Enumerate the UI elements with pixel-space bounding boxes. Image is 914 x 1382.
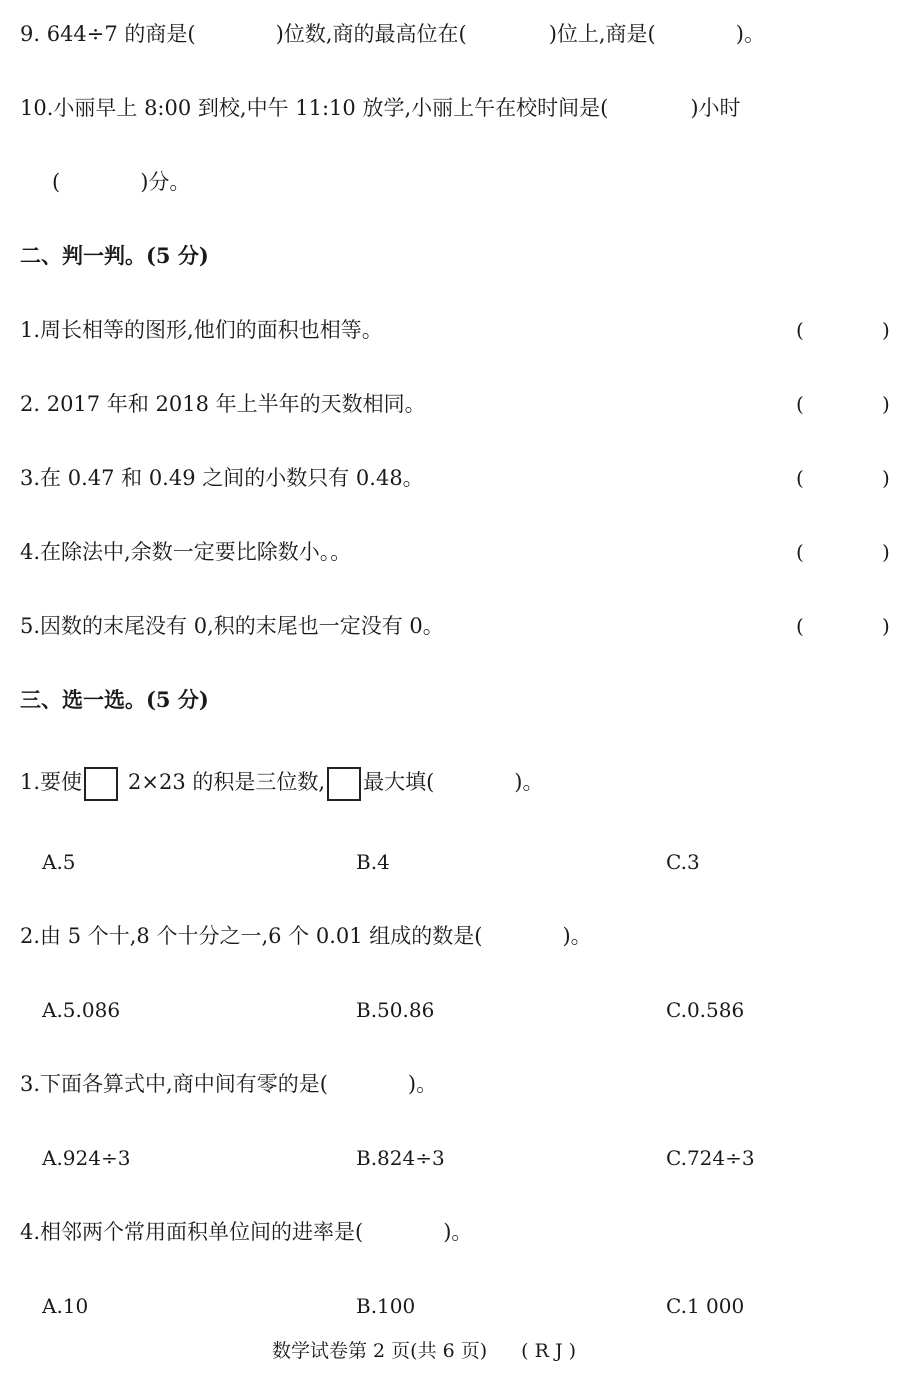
c4-text-2: )。	[443, 1220, 473, 1244]
page-footer	[272, 1338, 576, 1364]
judge-4-answer-blank[interactable]	[810, 538, 880, 566]
question-10-line-2	[52, 168, 190, 196]
footer-edition: ( R J )	[521, 1340, 577, 1362]
q9-text-1: 9. 644÷7 的商是(	[20, 22, 196, 46]
c1-option-c[interactable]: C.3	[666, 850, 700, 874]
footer-page-number: 数学试卷第 2 页(共 6 页)	[272, 1340, 488, 1362]
question-9	[20, 20, 765, 48]
c2-option-b[interactable]: B.50.86	[356, 998, 435, 1022]
c4-text-1: 4.相邻两个常用面积单位间的进率是(	[20, 1220, 364, 1244]
judge-item-2: 2. 2017 年和 2018 年上半年的天数相同。	[20, 392, 426, 416]
question-10-line-1	[20, 94, 741, 122]
c3-option-c[interactable]: C.724÷3	[666, 1146, 755, 1170]
c3-text-1: 3.下面各算式中,商中间有零的是(	[20, 1072, 328, 1096]
q10-text-4: )分。	[140, 170, 191, 194]
judge-item-1: 1.周长相等的图形,他们的面积也相等。	[20, 318, 383, 342]
c3-text-2: )。	[407, 1072, 438, 1096]
c2-option-c[interactable]: C.0.586	[666, 998, 745, 1022]
c3-option-a[interactable]: A.924÷3	[42, 1146, 131, 1170]
judge-item-3: 3.在 0.47 和 0.49 之间的小数只有 0.48。	[20, 466, 424, 490]
c2-option-a[interactable]: A.5.086	[42, 998, 121, 1022]
c1-text-4: )。	[514, 770, 544, 794]
judge-4-paren-open: (	[796, 540, 804, 564]
judge-item-4: 4.在除法中,余数一定要比除数小。。	[20, 540, 352, 564]
q9-text-2: )位数,商的最高位在(	[275, 22, 467, 46]
choice-question-2	[20, 922, 592, 950]
judge-5-answer-blank[interactable]	[810, 612, 880, 640]
q9-text-3: )位上,商是(	[548, 22, 656, 46]
q10-text-1: 10.小丽早上 8:00 到校,中午 11:10 放学,小丽上午在校时间是(	[20, 96, 609, 120]
c4-option-b[interactable]: B.100	[356, 1294, 416, 1318]
q10-text-3: (	[52, 170, 61, 194]
judge-3-answer-blank[interactable]	[810, 464, 880, 492]
section-2-heading: 二、判一判。(5 分)	[20, 243, 209, 268]
judge-5-paren-close: )	[882, 614, 890, 638]
c4-option-c[interactable]: C.1 000	[666, 1294, 745, 1318]
judge-3-paren-open: (	[796, 466, 804, 490]
section-3-heading: 三、选一选。(5 分)	[20, 687, 209, 712]
judge-2-answer-blank[interactable]	[810, 390, 880, 418]
c1-text-1: 1.要使	[20, 770, 83, 794]
c1-digit-box-2[interactable]	[327, 767, 361, 801]
judge-1-paren-close: )	[882, 318, 890, 342]
c1-option-b[interactable]: B.4	[356, 850, 390, 874]
judge-item-5: 5.因数的末尾没有 0,积的末尾也一定没有 0。	[20, 614, 444, 638]
c1-option-a[interactable]: A.5	[42, 850, 76, 874]
q9-text-4: )。	[735, 22, 765, 46]
c2-text-1: 2.由 5 个十,8 个十分之一,6 个 0.01 组成的数是(	[20, 924, 483, 948]
choice-question-4	[20, 1218, 472, 1246]
judge-1-paren-open: (	[796, 318, 804, 342]
judge-2-paren-close: )	[882, 392, 890, 416]
q10-text-2: )小时	[690, 96, 741, 120]
c1-text-3: 最大填(	[363, 770, 435, 794]
c1-digit-box-1[interactable]	[84, 767, 118, 801]
judge-2-paren-open: (	[796, 392, 804, 416]
choice-question-3	[20, 1070, 437, 1098]
judge-5-paren-open: (	[796, 614, 804, 638]
c1-text-2: 2×23 的积是三位数,	[128, 770, 326, 794]
judge-1-answer-blank[interactable]	[810, 316, 880, 344]
choice-question-1	[20, 764, 543, 801]
c2-text-2: )。	[562, 924, 592, 948]
c3-option-b[interactable]: B.824÷3	[356, 1146, 445, 1170]
judge-3-paren-close: )	[882, 466, 890, 490]
c4-option-a[interactable]: A.10	[42, 1294, 89, 1318]
judge-4-paren-close: )	[882, 540, 890, 564]
